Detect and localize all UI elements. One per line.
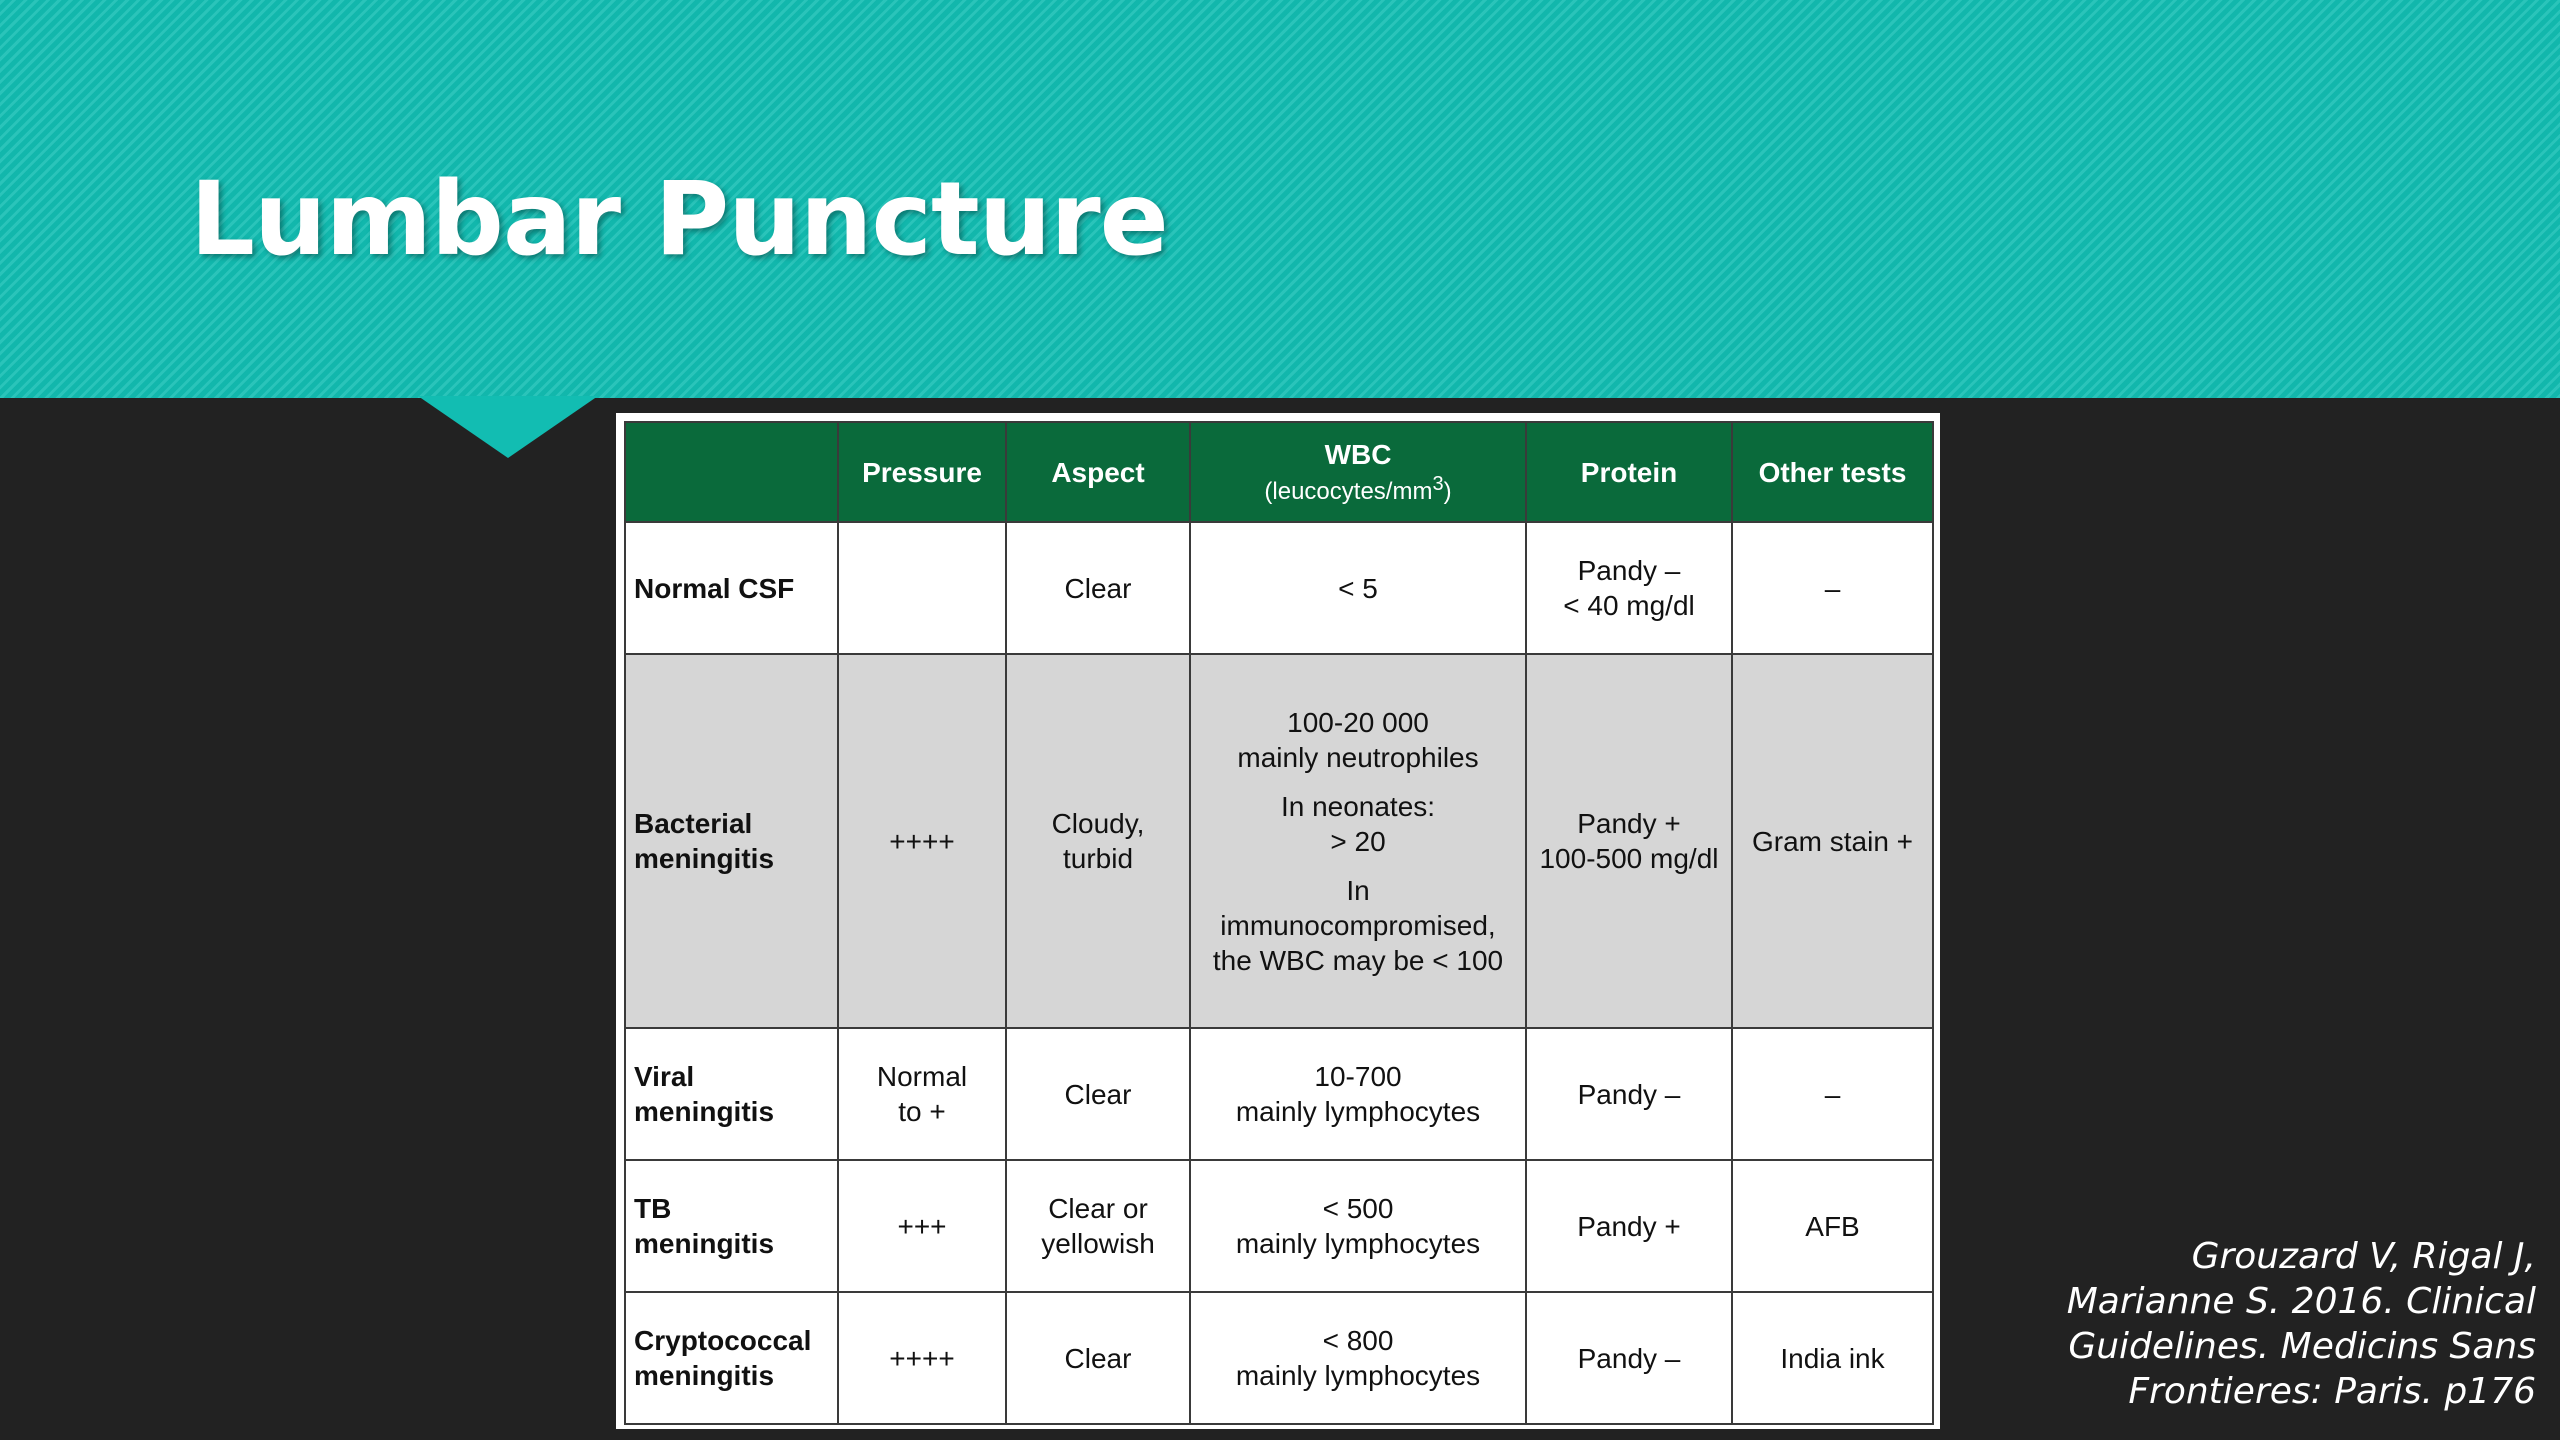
cell-wbc-line: 100-20 000 xyxy=(1287,706,1429,738)
cell-aspect-line: turbid xyxy=(1062,843,1134,874)
cell-wbc-line: mainly lymphocytes xyxy=(1235,1228,1481,1259)
cell-protein xyxy=(1526,522,1732,654)
cell-wbc-line: In xyxy=(1346,874,1370,906)
cell-wbc xyxy=(1190,1292,1526,1424)
cell-protein: Pandy – xyxy=(1526,1292,1732,1424)
cell-aspect xyxy=(1006,654,1190,1028)
cell-aspect xyxy=(1006,1160,1190,1292)
cell-wbc xyxy=(1190,522,1526,654)
header-protein: Protein xyxy=(1526,422,1732,522)
row-label-line: Viral xyxy=(634,1061,695,1092)
cell-aspect: Clear xyxy=(1006,1292,1190,1424)
cell-wbc-line: < 500 xyxy=(1322,1193,1394,1224)
header-wbc-units xyxy=(1199,472,1517,507)
cell-wbc xyxy=(1190,1160,1526,1292)
cell-pressure xyxy=(838,522,1006,654)
cell-protein: Pandy + xyxy=(1526,1160,1732,1292)
header-cell-blank xyxy=(625,422,838,522)
cell-gap xyxy=(1199,775,1517,789)
header-pressure: Pressure xyxy=(838,422,1006,522)
slide-title: Lumbar Puncture xyxy=(190,160,1168,279)
cell-other-tests: – xyxy=(1732,522,1933,654)
row-label-line: TB xyxy=(634,1193,672,1224)
cell-wbc xyxy=(1190,1028,1526,1160)
cell-protein xyxy=(1526,654,1732,1028)
cell-pressure-line: to + xyxy=(898,1096,946,1127)
cell-aspect-line: yellowish xyxy=(1041,1228,1155,1259)
header-wbc xyxy=(1190,422,1526,522)
cell-aspect-line: Cloudy, xyxy=(1051,808,1145,839)
cell-other-tests: India ink xyxy=(1732,1292,1933,1424)
cell-wbc-line: < 5 xyxy=(1338,572,1378,604)
cell-pressure: +++ xyxy=(838,1160,1006,1292)
cell-wbc-line: 10-700 xyxy=(1314,1061,1402,1092)
cell-aspect: Clear xyxy=(1006,522,1190,654)
table-row xyxy=(625,654,1933,1028)
cell-wbc-line: immunocompromised, xyxy=(1220,909,1496,941)
cell-wbc-line: mainly neutrophiles xyxy=(1237,741,1479,773)
cell-protein-line: Pandy + xyxy=(1577,808,1681,839)
cell-aspect-line: Clear or xyxy=(1048,1193,1148,1224)
row-label xyxy=(625,1292,838,1424)
row-label xyxy=(625,1160,838,1292)
row-label-line: Cryptococcal xyxy=(634,1325,812,1356)
cell-wbc-line: > 20 xyxy=(1330,825,1386,857)
table-row xyxy=(625,522,1933,654)
csf-table xyxy=(624,421,1934,1425)
cell-wbc xyxy=(1190,654,1526,1028)
csf-table-frame xyxy=(616,413,1940,1429)
header-aspect: Aspect xyxy=(1006,422,1190,522)
table-row xyxy=(625,1160,1933,1292)
cell-wbc-line: the WBC may be < 100 xyxy=(1212,944,1504,976)
row-label: Normal CSF xyxy=(625,522,838,654)
cell-wbc-line: mainly lymphocytes xyxy=(1235,1360,1481,1391)
row-label xyxy=(625,1028,838,1160)
cell-gap xyxy=(1199,859,1517,873)
cell-wbc-line: < 800 xyxy=(1322,1325,1394,1356)
header-wbc-unit-sup: 3 xyxy=(1432,473,1444,495)
header-wbc-unit-close: ) xyxy=(1443,478,1452,505)
header-notch xyxy=(418,396,598,458)
cell-wbc-line: mainly lymphocytes xyxy=(1235,1096,1481,1127)
cell-pressure-line: Normal xyxy=(876,1061,968,1092)
row-label-line: meningitis xyxy=(634,843,775,874)
citation-line: Marianne S. 2016. Clinical xyxy=(2066,1281,2536,1322)
header-wbc-label: WBC xyxy=(1324,439,1392,470)
row-label-line: meningitis xyxy=(634,1228,775,1259)
cell-protein: Pandy – xyxy=(1526,1028,1732,1160)
cell-other-tests: AFB xyxy=(1732,1160,1933,1292)
table-header-row xyxy=(625,422,1933,522)
header-other-tests: Other tests xyxy=(1732,422,1933,522)
cell-protein-line: < 40 mg/dl xyxy=(1563,590,1695,621)
table-row xyxy=(625,1028,1933,1160)
row-label xyxy=(625,654,838,1028)
row-label-line: meningitis xyxy=(634,1096,775,1127)
cell-pressure: ++++ xyxy=(838,654,1006,1028)
cell-pressure xyxy=(838,1028,1006,1160)
citation-line: Grouzard V, Rigal J, xyxy=(2191,1236,2536,1277)
cell-other-tests: – xyxy=(1732,1028,1933,1160)
cell-other-tests: Gram stain + xyxy=(1732,654,1933,1028)
citation-line: Frontieres: Paris. p176 xyxy=(2128,1371,2536,1412)
citation xyxy=(2016,1234,2536,1414)
cell-pressure: ++++ xyxy=(838,1292,1006,1424)
row-label-line: Bacterial xyxy=(634,808,753,839)
cell-wbc-line: In neonates: xyxy=(1280,790,1436,822)
cell-protein-line: 100-500 mg/dl xyxy=(1539,843,1719,874)
header-wbc-unit-text: (leucocytes/mm xyxy=(1264,478,1433,505)
cell-protein-line: Pandy – xyxy=(1577,555,1681,586)
table-row xyxy=(625,1292,1933,1424)
citation-line: Guidelines. Medicins Sans xyxy=(2068,1326,2536,1367)
cell-aspect: Clear xyxy=(1006,1028,1190,1160)
row-label-line: meningitis xyxy=(634,1360,775,1391)
